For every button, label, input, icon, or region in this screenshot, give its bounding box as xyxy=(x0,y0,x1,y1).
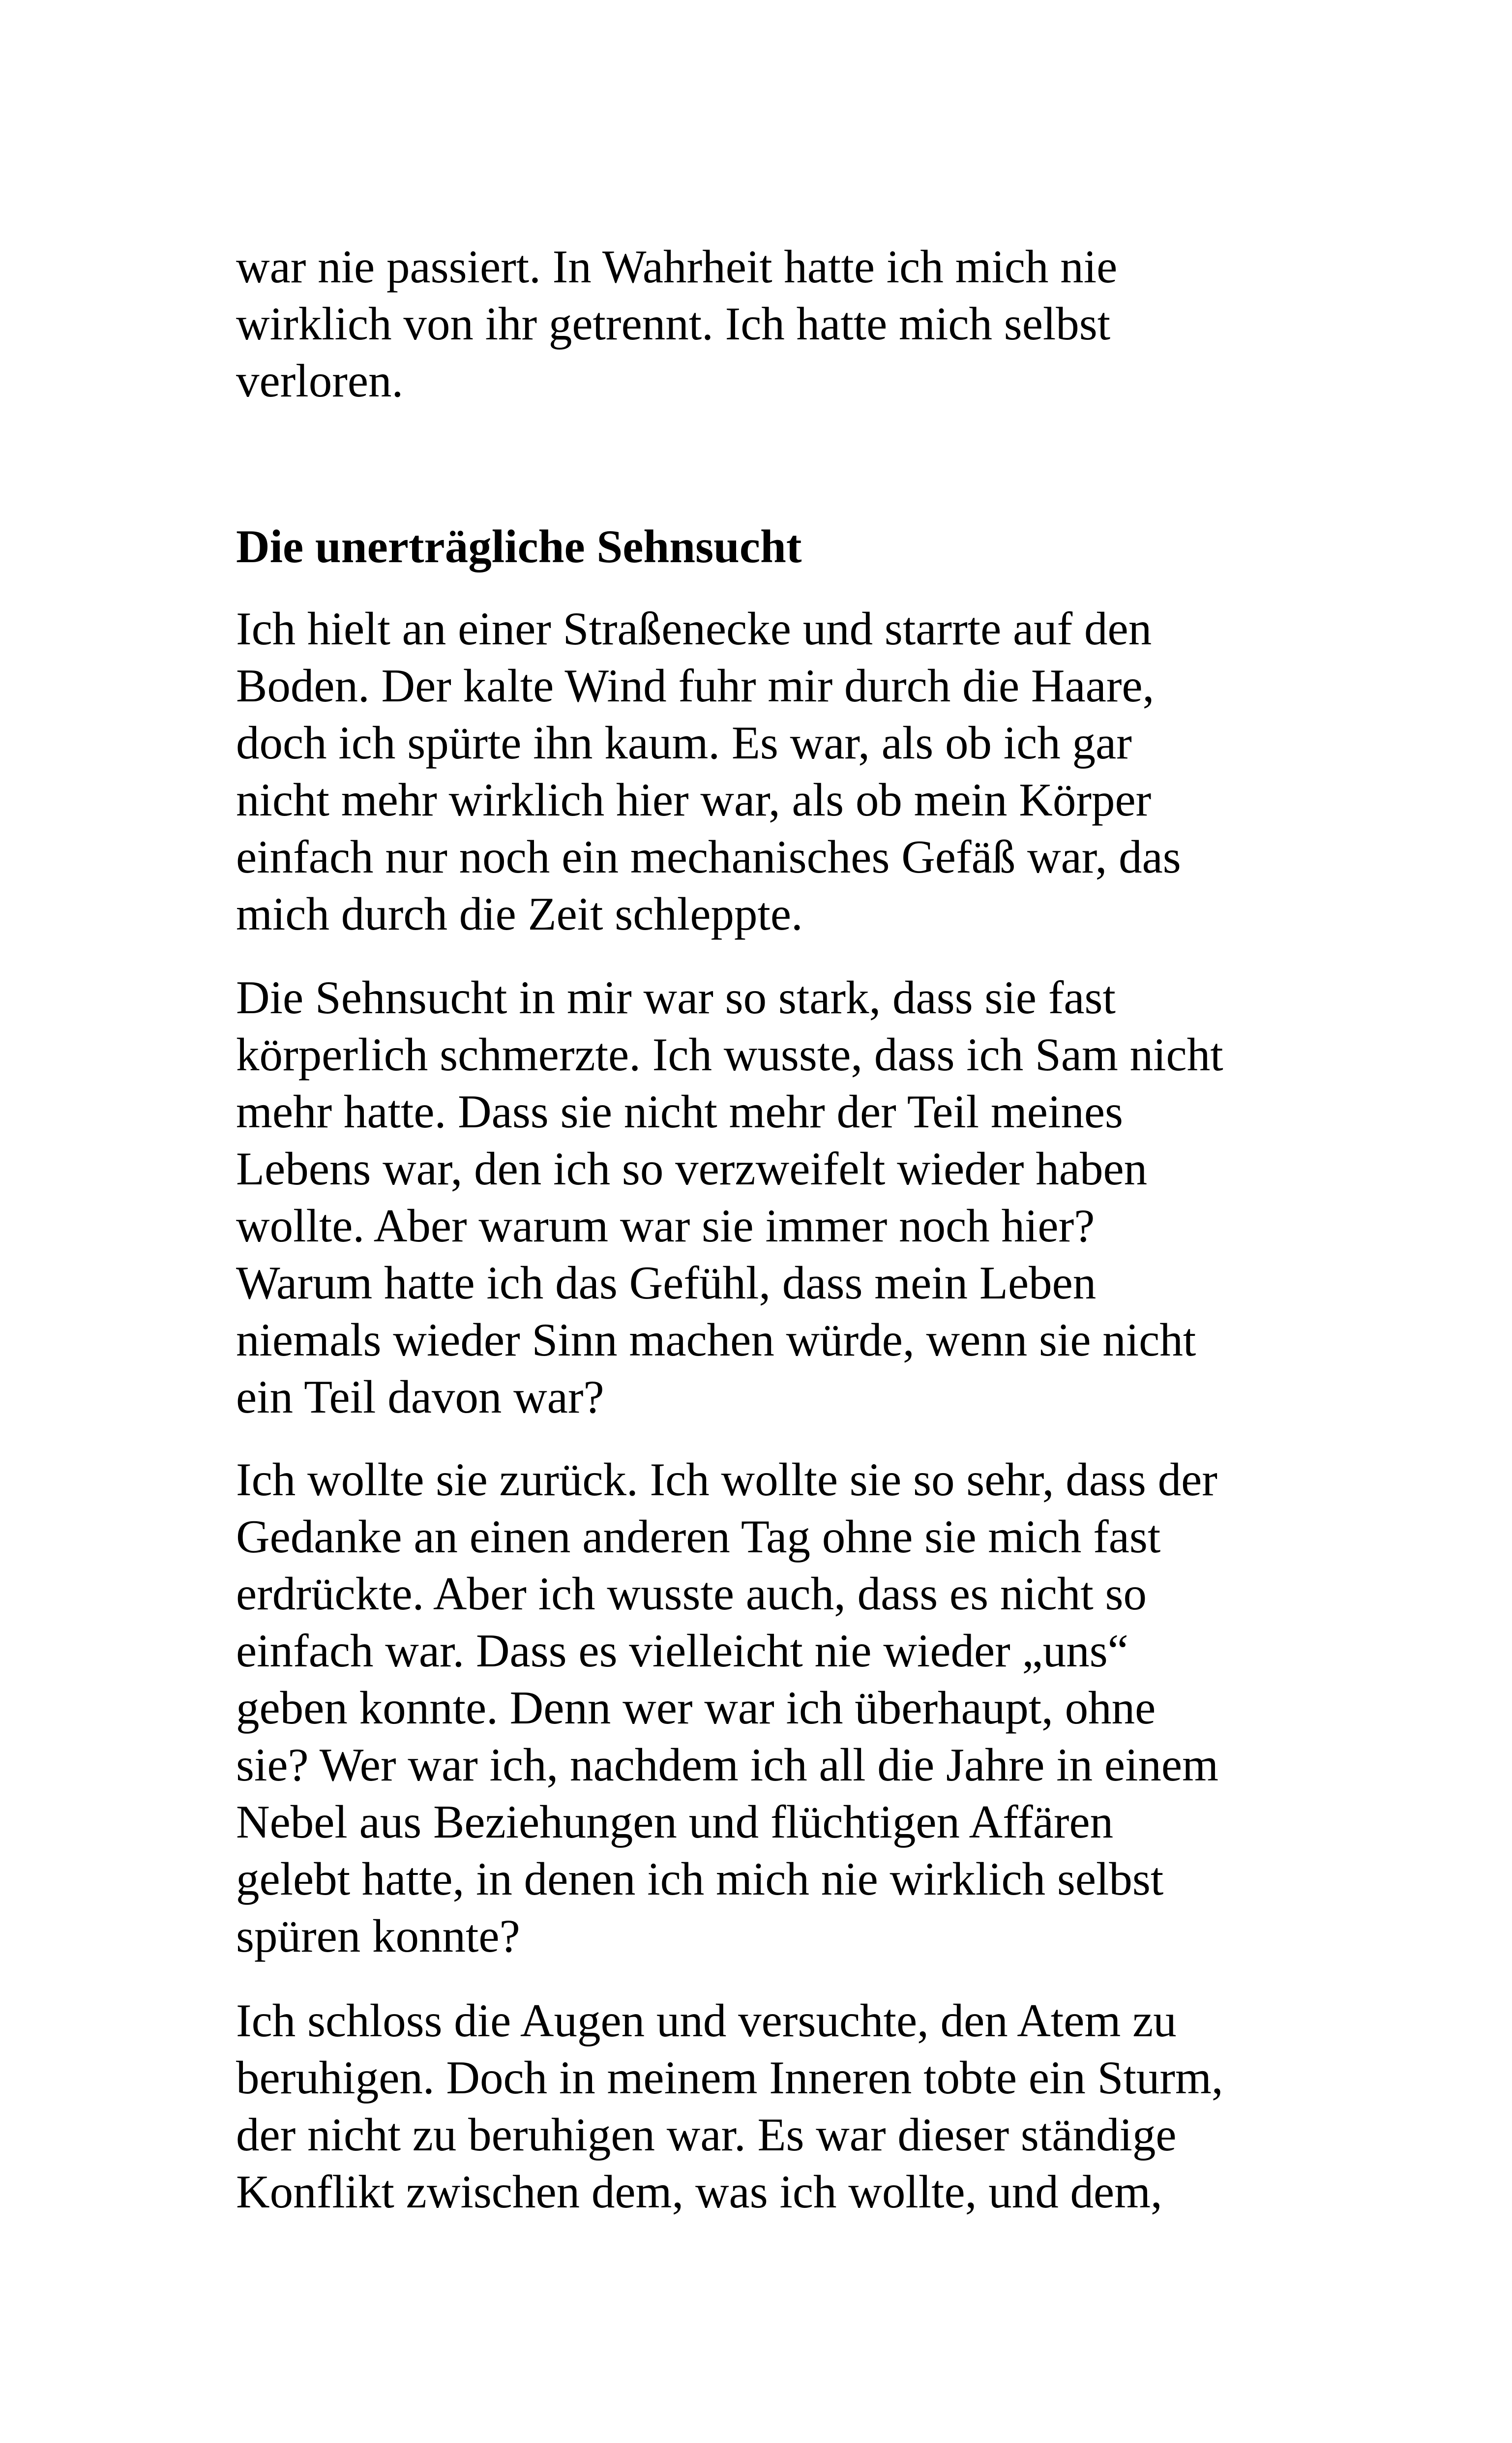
section-heading: Die unerträgliche Sehnsucht xyxy=(236,520,802,573)
paragraph-line: beruhigen. Doch in meinem Inneren tobte ein Sturm, xyxy=(236,2051,1223,2104)
paragraph-line: Lebens war, den ich so verzweifelt wieder haben xyxy=(236,1143,1148,1195)
paragraph-line: Ich hielt an einer Straßenecke und starrte auf den xyxy=(236,603,1152,655)
paragraph-line: doch ich spürte ihn kaum. Es war, als ob ich gar xyxy=(236,717,1132,769)
paragraph-line: Ich wollte sie zurück. Ich wollte sie so sehr, dass der xyxy=(236,1453,1217,1506)
paragraph-line: Nebel aus Beziehungen und flüchtigen Affären xyxy=(236,1796,1114,1848)
paragraph-line: geben konnte. Denn wer war ich überhaupt, ohne xyxy=(236,1682,1156,1734)
paragraph-line: erdrückte. Aber ich wusste auch, dass es nicht so xyxy=(236,1568,1147,1620)
paragraph-line: nicht mehr wirklich hier war, als ob mein Körper xyxy=(236,774,1152,826)
paragraph-line: einfach nur noch ein mechanisches Gefäß war, das xyxy=(236,831,1181,883)
paragraph-line: Gedanke an einen anderen Tag ohne sie mich fast xyxy=(236,1510,1161,1563)
paragraph-line: niemals wieder Sinn machen würde, wenn sie nicht xyxy=(236,1314,1196,1366)
paragraph-line: Boden. Der kalte Wind fuhr mir durch die Haare, xyxy=(236,660,1155,712)
paragraph-2 xyxy=(236,969,1298,1425)
paragraph-4 xyxy=(236,1992,1298,2220)
paragraph-line: spüren konnte? xyxy=(236,1910,520,1962)
paragraph-3 xyxy=(236,1451,1298,1964)
paragraph-line: Ich schloss die Augen und versuchte, den Atem zu xyxy=(236,1994,1177,2047)
paragraph-line: Konflikt zwischen dem, was ich wollte, und dem, xyxy=(236,2166,1162,2218)
paragraph-line: verloren. xyxy=(236,355,404,407)
paragraph-line: mehr hatte. Dass sie nicht mehr der Teil meines xyxy=(236,1086,1123,1138)
paragraph-line: der nicht zu beruhigen war. Es war dieser ständige xyxy=(236,2109,1177,2161)
paragraph-line: wirklich von ihr getrennt. Ich hatte mich selbst xyxy=(236,298,1111,350)
paragraph-line: Die Sehnsucht in mir war so stark, dass sie fast xyxy=(236,971,1116,1024)
paragraph-line: sie? Wer war ich, nachdem ich all die Jahre in einem xyxy=(236,1739,1218,1791)
paragraph-1 xyxy=(236,600,1298,942)
paragraph-line: mich durch die Zeit schleppte. xyxy=(236,888,803,940)
paragraph-line: wollte. Aber warum war sie immer noch hier? xyxy=(236,1200,1095,1252)
intro-paragraph xyxy=(236,238,1298,409)
paragraph-line: ein Teil davon war? xyxy=(236,1371,604,1423)
paragraph-line: körperlich schmerzte. Ich wusste, dass ich Sam nicht xyxy=(236,1028,1223,1081)
paragraph-line: einfach war. Dass es vielleicht nie wieder „uns“ xyxy=(236,1625,1128,1677)
paragraph-line: war nie passiert. In Wahrheit hatte ich mich nie xyxy=(236,241,1118,293)
paragraph-line: gelebt hatte, in denen ich mich nie wirklich selbst xyxy=(236,1853,1164,1905)
paragraph-line: Warum hatte ich das Gefühl, dass mein Leben xyxy=(236,1257,1097,1309)
